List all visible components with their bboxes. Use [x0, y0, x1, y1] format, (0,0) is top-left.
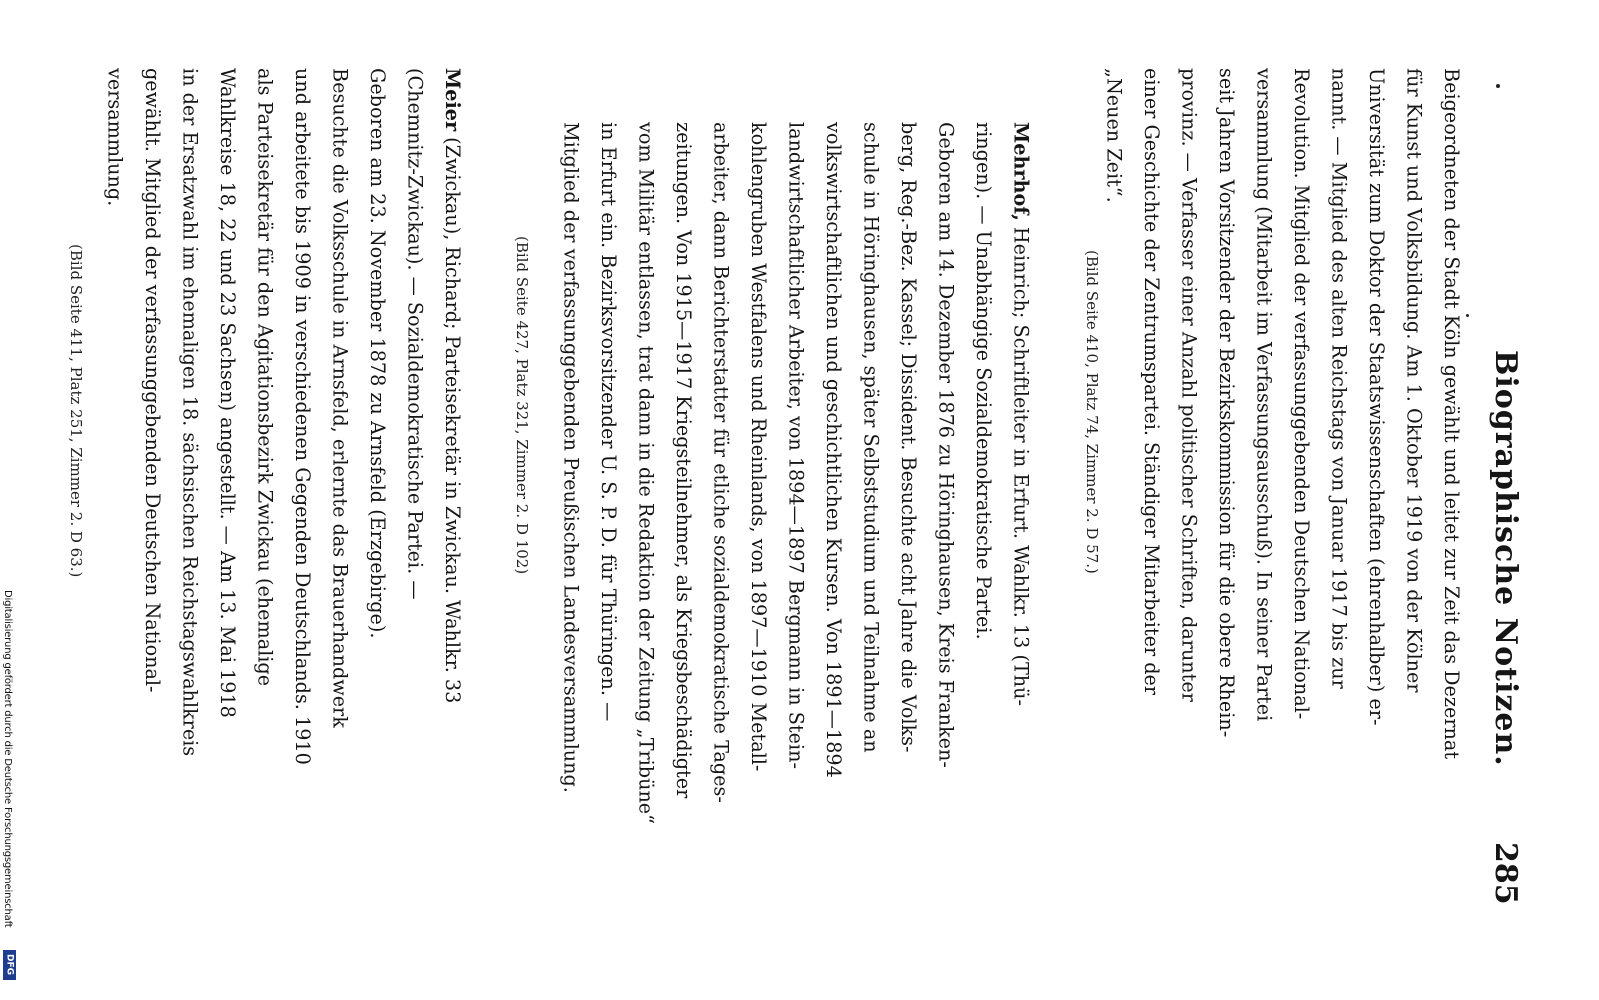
- text-line: und arbeitete bis 1909 in verschiedenen Gegenden Deutschlands. 1910: [291, 68, 314, 765]
- entry-heading-line: [1002, 122, 1040, 824]
- text-line: versammlung (Mitarbeit im Verfassungsausschuß). In seiner Partei: [1252, 68, 1276, 722]
- text-line: versammlung.: [103, 68, 127, 207]
- text-line: für Kunst und Volksbildung. Am 1. Oktober 1919 von der Kölner: [1402, 68, 1426, 693]
- text-line: Beigeordneten der Stadt Köln gewählt und leitet zur Zeit das Dezernat: [1440, 68, 1463, 760]
- photo-reference: (Bild Seite 410, Platz 74, Zimmer 2. D 57.): [1083, 250, 1101, 574]
- text-line: ringen). — Unabhängige Sozialdemokratische Partei.: [972, 122, 995, 640]
- text-line: in Erfurt ein. Bezirksvorsitzender U. S. P. D. für Thüringen. —: [597, 122, 620, 722]
- text-line: schule in Höringhausen, später Selbststudium und Teilnahme an: [859, 122, 883, 753]
- entry-name: Meier: [441, 68, 464, 132]
- scan-speck: [1466, 314, 1469, 317]
- dfg-logo: DFG: [3, 950, 16, 980]
- text-line: landwirtschaftlicher Arbeiter, von 1894—1897 Bergmann in Stein-: [784, 122, 808, 769]
- text-line: gewählt. Mitglied der verfassunggebenden Deutschen National-: [141, 68, 164, 693]
- biography-entry-continued: [1095, 68, 1470, 759]
- text-line: provinz. — Verfasser einer Anzahl politischer Schriften, darunter: [1177, 68, 1201, 702]
- digitization-credit: Digitalisierung gefördert durch die Deutsche Forschungsgemeinschaft: [2, 590, 13, 928]
- text-line: Heinrich; Schriftleiter in Erfurt. Wahlkr. 13 (Thü-: [1009, 220, 1033, 706]
- text-line: kohlengruben Westfalens und Rheinlands, von 1897—1910 Metall-: [747, 122, 770, 772]
- scan-speck: [1496, 84, 1500, 88]
- text-line: Universität zum Doktor der Staatswissenschaften (ehrenhalber) er-: [1365, 68, 1388, 726]
- text-line: vom Militär entlassen, trat dann in die Redaktion der Zeitung „Tribüne“: [634, 122, 658, 824]
- text-line: in der Ersatzwahl im ehemaligen 18. sächsischen Reichstagswahlkreis: [178, 68, 202, 757]
- entry-name: Mehrhof,: [1009, 122, 1033, 221]
- page-header-title: Biographische Notizen.: [1488, 350, 1523, 767]
- biography-entry-mehrhof: [552, 122, 1040, 824]
- text-line: Besuchte die Volksschule in Arnsfeld, erlernte das Brauerhandwerk: [328, 68, 352, 728]
- text-line: berg, Reg.-Bez. Kassel; Dissident. Besuchte acht Jahre die Volks-: [897, 122, 920, 753]
- text-line: Geboren am 14. Dezember 1876 zu Höringhausen, Kreis Franken-: [934, 122, 958, 768]
- text-line: volkswirtschaftlichen und geschichtlichen Kursen. Von 1891—1894: [822, 122, 845, 778]
- text-line: Wahlkreise 18, 22 und 23 Sachsen) angestellt. — Am 13. Mai 1918: [216, 68, 239, 718]
- photo-reference: (Bild Seite 411, Platz 251, Zimmer 2. D 63.): [67, 244, 85, 578]
- text-line: (Zwickau), Richard; Parteisekretär in Zwickau. Wahlkr. 33: [441, 131, 464, 704]
- text-line: arbeiter, dann Berichterstatter für etliche sozialdemokratische Tages-: [709, 122, 733, 803]
- text-line: Mitglied der verfassunggebenden Preußischen Landesversammlung.: [559, 122, 583, 793]
- biography-entry-meier: [96, 68, 471, 765]
- text-line: als Parteisekretär für den Agitationsbezirk Zwickau (ehemalige: [253, 68, 277, 687]
- text-line: einer Geschichte der Zentrumspartei. Ständiger Mitarbeiter der: [1140, 68, 1163, 696]
- text-line: (Chemnitz-Zwickau). — Sozialdemokratische Partei. —: [403, 68, 427, 600]
- page-number: 285: [1488, 842, 1523, 905]
- text-line: „Neuen Zeit“.: [1102, 68, 1126, 203]
- text-line: nannt. — Mitglied des alten Reichstags von Januar 1917 bis zur: [1327, 68, 1351, 689]
- text-line: zeitungen. Von 1915—1917 Kriegsteilnehmer, als Kriegsbeschädigter: [672, 122, 695, 799]
- text-line: seit Jahren Vorsitzender der Bezirkskommission für die obere Rhein-: [1215, 68, 1238, 738]
- entry-heading-line: [434, 68, 472, 765]
- text-line: Geboren am 23. November 1878 zu Arnsfeld (Erzgebirge).: [366, 68, 389, 639]
- photo-reference: (Bild Seite 427, Platz 321, Zimmer 2. D 102): [513, 236, 531, 575]
- text-line: Revolution. Mitglied der verfassunggebenden Deutschen National-: [1290, 68, 1313, 720]
